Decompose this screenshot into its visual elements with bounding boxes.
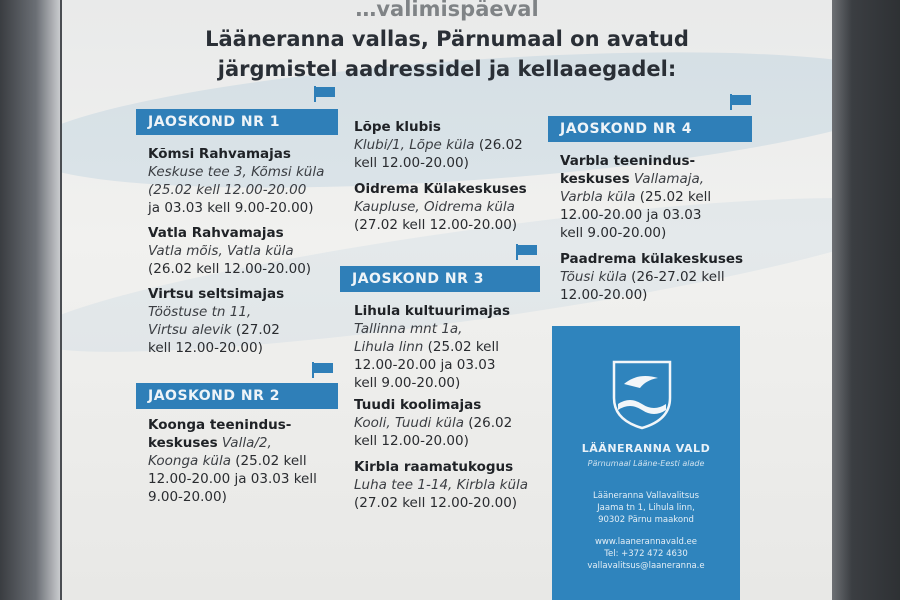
place-time: kell 12.00-20.00) bbox=[354, 155, 469, 171]
place-time: (25.02 kell 12.00-20.00 bbox=[148, 182, 307, 198]
place-time: (27.02 bbox=[235, 322, 280, 338]
place-name: Paadrema külakeskuses bbox=[560, 251, 744, 267]
place-time: (26.02 bbox=[478, 137, 523, 153]
section-header-2: JAOSKOND NR 2 bbox=[136, 383, 338, 409]
place-time: kell 12.00-20.00) bbox=[354, 433, 469, 449]
place-time: 12.00-20.00 ja 03.03 kell bbox=[148, 471, 317, 487]
polling-place-tuudi bbox=[354, 396, 512, 450]
place-name: Varbla teenindus- bbox=[560, 153, 696, 169]
municipality-name: LÄÄNERANNA VALD bbox=[581, 442, 711, 455]
place-address: Keskuse tee 3, Kõmsi küla bbox=[148, 164, 325, 180]
place-address: Valla/2, bbox=[221, 435, 272, 451]
heading-line: Lääneranna vallas, Pärnumaal on avatud bbox=[205, 27, 689, 51]
place-address: Kaupluse, Oidrema küla bbox=[354, 199, 515, 215]
window-frame-left bbox=[0, 0, 60, 600]
polling-place-oidrema bbox=[354, 180, 527, 234]
polling-place-lope bbox=[354, 118, 523, 172]
polling-place-komsi bbox=[148, 145, 324, 217]
flag-icon bbox=[314, 86, 336, 102]
place-time: 12.00-20.00 ja 03.03 bbox=[560, 207, 702, 223]
office-address: Jaama tn 1, Lihula linn, bbox=[597, 503, 695, 513]
election-poster bbox=[62, 0, 832, 600]
window-frame-right bbox=[820, 0, 900, 600]
place-address: Lihula linn bbox=[354, 339, 424, 355]
place-time: (25.02 kell bbox=[235, 453, 307, 469]
place-name: Kõmsi Rahvamajas bbox=[148, 146, 291, 162]
place-time: (25.02 kell bbox=[639, 189, 712, 205]
place-time: ja 03.03 kell 9.00-20.00) bbox=[148, 200, 314, 216]
place-time: (26-27.02 kell bbox=[631, 269, 725, 285]
place-address: Klubi/1, Lõpe küla bbox=[354, 137, 475, 153]
polling-place-virtsu bbox=[148, 285, 284, 357]
polling-place-koonga bbox=[148, 416, 317, 506]
polling-place-kirbla bbox=[354, 458, 528, 512]
place-address: Tõusi küla bbox=[560, 269, 627, 285]
email-link[interactable]: vallavalitsus@laaneranna.e bbox=[587, 561, 705, 571]
place-address: Vatla mõis, Vatla küla bbox=[148, 243, 294, 259]
place-time: (26.02 bbox=[468, 415, 513, 431]
place-address: Tallinna mnt 1a, bbox=[354, 321, 463, 337]
place-time: (25.02 kell bbox=[427, 339, 499, 355]
section-header-1: JAOSKOND NR 1 bbox=[136, 109, 338, 135]
office-name: Lääneranna Vallavalitsus bbox=[593, 491, 699, 501]
place-address: Kooli, Tuudi küla bbox=[354, 415, 464, 431]
municipality-tagline: Pärnumaal Lääne-Eesti alade bbox=[587, 459, 705, 468]
place-address: Virtsu alevik bbox=[148, 322, 232, 338]
place-name: Oidrema Külakeskuses bbox=[354, 181, 527, 197]
place-name: Tuudi koolimajas bbox=[354, 397, 482, 413]
section-header-4: JAOSKOND NR 4 bbox=[548, 116, 752, 142]
place-time: (27.02 kell 12.00-20.00) bbox=[354, 495, 518, 511]
polling-place-paadrema bbox=[560, 250, 743, 304]
place-time: 12.00-20.00) bbox=[560, 287, 648, 303]
place-time: 9.00-20.00) bbox=[148, 489, 227, 505]
place-time: (26.02 kell 12.00-20.00) bbox=[148, 261, 312, 277]
place-name: Lihula kultuurimajas bbox=[354, 303, 511, 319]
flag-icon bbox=[312, 362, 334, 378]
flag-icon bbox=[516, 244, 538, 260]
place-address: Tööstuse tn 11, bbox=[148, 304, 252, 320]
place-name: keskuses bbox=[148, 435, 218, 451]
phone-number: Tel: +372 472 4630 bbox=[604, 549, 688, 559]
place-name: keskuses bbox=[560, 171, 630, 187]
office-address: 90302 Pärnu maakond bbox=[598, 515, 694, 525]
place-time: kell 9.00-20.00) bbox=[560, 225, 667, 241]
place-time: kell 9.00-20.00) bbox=[354, 375, 461, 391]
place-time: (27.02 kell 12.00-20.00) bbox=[354, 217, 518, 233]
place-name: Virtsu seltsimajas bbox=[148, 286, 285, 302]
place-time: kell 12.00-20.00) bbox=[148, 340, 263, 356]
heading-line: järgmistel aadressidel ja kellaaegadel: bbox=[217, 57, 677, 81]
polling-place-varbla bbox=[560, 152, 711, 242]
place-address: Vallamaja, bbox=[633, 171, 705, 187]
website-link[interactable]: www.laanerannavald.ee bbox=[594, 537, 698, 547]
place-address: Varbla küla bbox=[560, 189, 636, 205]
polling-place-vatla bbox=[148, 224, 311, 278]
place-name: Kirbla raamatukogus bbox=[354, 459, 514, 475]
poster-heading bbox=[62, 0, 832, 84]
place-time: 12.00-20.00 ja 03.03 bbox=[354, 357, 496, 373]
place-name: Lõpe klubis bbox=[354, 119, 441, 135]
place-address: Luha tee 1-14, Kirbla küla bbox=[354, 477, 529, 493]
municipality-panel bbox=[552, 326, 740, 600]
place-name: Koonga teenindus- bbox=[148, 417, 292, 433]
flag-icon bbox=[730, 94, 752, 110]
place-address: Koonga küla bbox=[148, 453, 231, 469]
municipality-crest-icon bbox=[610, 358, 674, 430]
section-header-3: JAOSKOND NR 3 bbox=[340, 266, 540, 292]
heading-line: …valimispäeval bbox=[355, 0, 539, 21]
polling-place-lihula bbox=[354, 302, 510, 392]
place-name: Vatla Rahvamajas bbox=[148, 225, 284, 241]
